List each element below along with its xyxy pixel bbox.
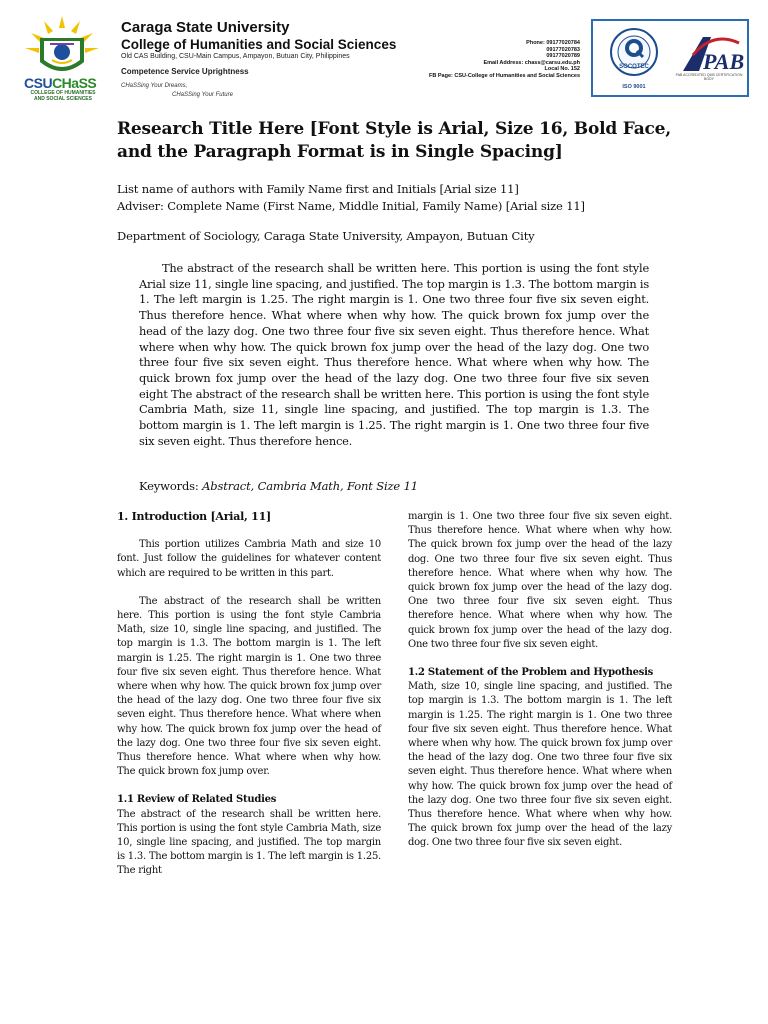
- pab-seal: [673, 27, 745, 93]
- pab-label: PAB ACCREDITED QMS CERTIFICATION BODY: [675, 73, 743, 81]
- socotec-seal: [599, 26, 669, 92]
- letterhead: [0, 0, 768, 112]
- keywords-label: Keywords:: [139, 479, 199, 493]
- left-column: [117, 510, 381, 879]
- contact-line: 09177020783: [546, 46, 580, 53]
- keywords-value: Abstract, Cambria Math, Font Size 11: [202, 479, 418, 493]
- review-paragraph: The abstract of the research shall be written here. This portion is using the font style Cambria Math, size 10, single line spacing, and justified. The top margin is 1.3. The bottom margin is 1. The left margin is 1.25. The right: [117, 808, 381, 877]
- department-line: Department of Sociology, Caraga State University, Ampayon, Butuan City: [117, 229, 535, 243]
- svg-text:PAB: PAB: [703, 49, 745, 74]
- research-title: Research Title Here [Font Style is Arial, Size 16, Bold Face, and the Paragraph Format is in Single Spacing]: [117, 119, 671, 162]
- contact-line: Local No. 152: [544, 66, 580, 72]
- introduction-heading: 1. Introduction [Arial, 11]: [117, 510, 271, 523]
- certification-box: [591, 19, 749, 97]
- socotec-label: SOCOTEC: [619, 64, 649, 70]
- tagline-2: CHaSSing Your Future: [172, 92, 233, 98]
- contact-line: FB Page: CSU-College of Humanities and Social Sciences: [429, 72, 580, 79]
- right-column: [408, 510, 672, 851]
- intro-paragraph-1: This portion utilizes Cambria Math and size 10 font. Just follow the guidelines for whatever content which are required to be written in this part.: [117, 539, 381, 579]
- adviser-line: Adviser: Complete Name (First Name, Middle Initial, Family Name) [Arial size 11]: [117, 199, 585, 213]
- tagline-1: CHaSSing Your Dreams,: [121, 83, 188, 89]
- contact-line: Email Address: chass@carsu.edu.ph: [483, 59, 580, 66]
- abstract-paragraph: The abstract of the research shall be written here. This portion is using the font style Arial size 11, single line spacing, and justified. The top margin is 1.3. The bottom margin is 1. The left margin is 1.25. The right margin is 1. One two three four five six seven eight. Thus therefore hence. What where when why how. The quick brown fox jump over the head of the lazy dog. One two three four five six seven eight. Thus therefore hence. What where when why how. The quick brown fox jump over the head of the lazy dog. One two three four five six seven eight. Thus therefore hence. What where when why how. The quick brown fox jump over the head of the lazy dog. One two three four five six seven eight The abstract of the research shall be written here. This portion is using the font style Cambria Math, size 11, single line spacing, and justified. The top margin is 1.3. The bottom margin is 1. The left margin is 1.25. The right margin is 1. One two three four five six seven eight. Thus therefore hence.: [139, 261, 649, 448]
- address: Old CAS Building, CSU-Main Campus, Ampayon, Butuan City, Philippines: [121, 53, 350, 60]
- logo-subtitle: COLLEGE OF HUMANITIES AND SOCIAL SCIENCES: [30, 90, 96, 102]
- university-name: Caraga State University: [121, 19, 290, 36]
- authors-line: List name of authors with Family Name first and Initials [Arial size 11]: [117, 182, 519, 196]
- review-heading: 1.1 Review of Related Studies: [117, 794, 277, 806]
- problem-paragraph: Math, size 10, single line spacing, and justified. The top margin is 1.3. The bottom margin is 1. The left margin is 1.25. The right margin is 1. One two three four five six seven eight. Thus therefore hence. What where when why how. The quick brown fox jump over the head of the lazy dog. One two three four five six seven eight. Thus therefore hence. What where when why how. The quick brown fox jump over the head of the lazy dog. One two three four five six seven eight. Thus therefore hence. What where when why how. The quick brown fox jump over the head of the lazy dog. One two three four five six seven eight.: [408, 681, 672, 849]
- contact-info: [429, 40, 580, 79]
- continued-paragraph: margin is 1. One two three four five six seven eight. Thus therefore hence. What where when why how. The quick brown fox jump over the head of the lazy dog. One two three four five six seven eight. Thus therefore hence. What where when why how. The quick brown fox jump over the head of the lazy dog. One two three four five six seven eight. Thus therefore hence. What where when why how. The quick brown fox jump over the head of the lazy dog. One two three four five six seven eight.: [408, 511, 672, 650]
- intro-paragraph-2: The abstract of the research shall be written here. This portion is using the font style Cambria Math, size 10, single line spacing, and justified. The top margin is 1.3. The bottom margin is 1. The left margin is 1.25. The right margin is 1. One two three four five six seven eight. Thus therefore hence. What where when why how. The quick brown fox jump over the head of the lazy dog. One two three four five six seven eight. Thus therefore hence. What where when why how. The quick brown fox jump over the head of the lazy dog. One two three four five six seven eight. Thus therefore hence. What where when why how. The quick brown fox jump over.: [117, 595, 381, 778]
- keywords-line: [139, 479, 418, 493]
- motto: Competence Service Uprightness: [121, 67, 249, 76]
- college-name: College of Humanities and Social Sciences: [121, 37, 397, 52]
- iso-label: ISO 9001: [622, 84, 646, 90]
- contact-line: Phone: 09177020784: [526, 40, 580, 46]
- logo-wordmark: CSUCHaSS: [24, 75, 97, 91]
- contact-line: 09177020789: [546, 53, 580, 59]
- author-block: [117, 181, 585, 215]
- problem-heading: 1.2 Statement of the Problem and Hypothesis: [408, 667, 654, 679]
